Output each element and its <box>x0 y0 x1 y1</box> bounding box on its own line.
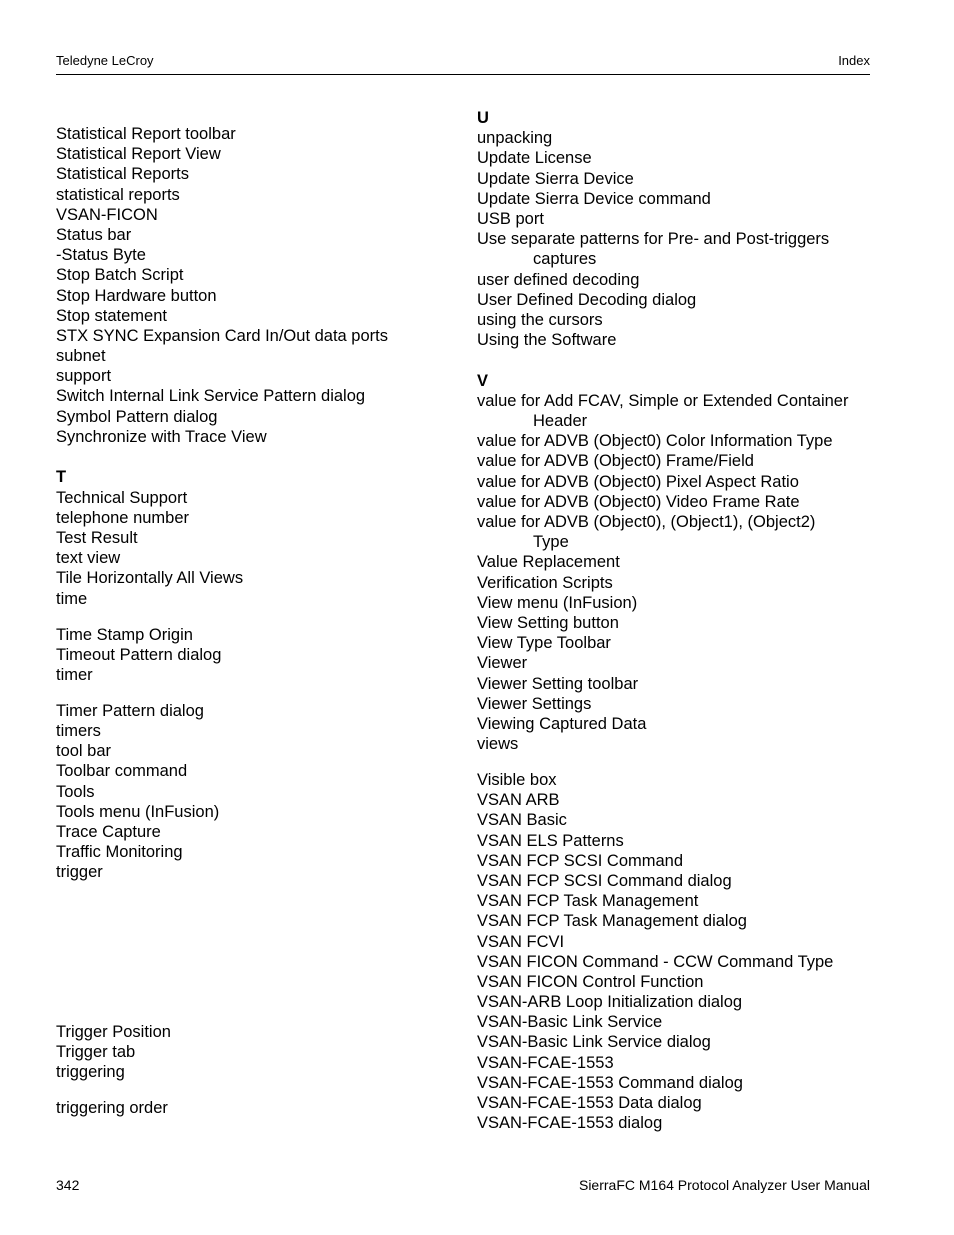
spacer <box>56 447 466 467</box>
index-entry: text view <box>56 549 121 568</box>
spacer <box>56 883 466 1022</box>
t-group-2 <box>56 625 466 686</box>
index-entry: VSAN FCP SCSI Command dialog <box>477 871 732 890</box>
header-section: Index <box>838 53 870 68</box>
index-entry <box>477 330 887 350</box>
index-entry: Traffic Monitoring <box>56 843 183 862</box>
index-entry: VSAN ARB <box>477 791 560 810</box>
index-entry: Stop Hardware button <box>56 286 217 305</box>
index-entry: tool bar <box>56 742 112 761</box>
index-entry: Toolbar command <box>56 762 188 781</box>
index-letter-v: V <box>477 371 489 390</box>
index-entry: VSAN FICON Control Function <box>477 972 704 991</box>
index-entry: Trigger tab <box>56 1042 136 1061</box>
index-entry: VSAN Basic <box>477 811 567 830</box>
index-entry: Trace Capture <box>56 822 161 841</box>
index-entry-text: Update License <box>477 149 592 168</box>
index-entry: Test Result <box>56 528 138 547</box>
index-entry <box>477 573 887 593</box>
index-entry: timer <box>56 665 93 684</box>
index-entry-text: Using the Software <box>477 331 617 350</box>
s-entries <box>56 124 466 447</box>
spacer <box>56 1082 466 1098</box>
index-entry: Tile Horizontally All Views <box>56 569 244 588</box>
spacer <box>56 685 466 701</box>
index-entry <box>477 128 887 148</box>
spacer <box>477 350 887 370</box>
index-entry: statistical reports <box>56 185 180 204</box>
index-entry-text: User Defined Decoding dialog <box>477 290 697 309</box>
index-entry <box>477 209 887 229</box>
index-entry <box>477 714 887 734</box>
index-entry <box>477 694 887 714</box>
t-group-5 <box>56 1098 466 1118</box>
index-entry-text: Viewer Setting toolbar <box>477 674 639 693</box>
index-entry: triggering order <box>56 1098 168 1117</box>
index-entry: Timer Pattern dialog <box>56 701 204 720</box>
index-entry-text: USB port <box>477 209 544 228</box>
index-entry-text: Viewer <box>477 654 528 673</box>
index-entry: VSAN-FICON <box>56 205 158 224</box>
index-entry <box>477 189 887 209</box>
index-entry: Tools menu (InFusion) <box>56 802 220 821</box>
index-entry: triggering <box>56 1062 125 1081</box>
index-entry-continuation: captures <box>533 250 597 269</box>
index-entry <box>477 633 887 653</box>
index-entry: VSAN-FCAE-1553 Data dialog <box>477 1094 702 1113</box>
index-entry: support <box>56 367 112 386</box>
index-entry <box>477 431 887 451</box>
index-entry-text: views <box>477 735 519 754</box>
index-column-left <box>56 124 466 1118</box>
t-group-4 <box>56 1022 466 1083</box>
index-entry-text: value for ADVB (Object0), (Object1), (Object2) <box>477 512 816 531</box>
index-entry-continuation: Type <box>533 533 569 552</box>
index-entry: Stop Batch Script <box>56 266 184 285</box>
index-entry: Statistical Report toolbar <box>56 125 236 143</box>
index-entry <box>477 270 887 290</box>
index-entry <box>477 492 887 512</box>
index-entry <box>477 593 887 613</box>
index-entry-text: Verification Scripts <box>477 573 613 592</box>
index-entry: VSAN FICON Command - CCW Command Type <box>477 952 834 971</box>
index-entry: trigger <box>56 863 103 882</box>
index-entry-text: value for ADVB (Object0) Pixel Aspect Ratio <box>477 472 799 491</box>
index-entry: timers <box>56 722 101 741</box>
index-entry: telephone number <box>56 508 190 527</box>
index-entry-text: value for ADVB (Object0) Color Information Type <box>477 432 833 451</box>
index-entry: STX SYNC Expansion Card In/Out data ports <box>56 326 388 345</box>
index-entry-text: value for Add FCAV, Simple or Extended Container <box>477 391 849 410</box>
index-entry: Statistical Reports <box>56 165 189 184</box>
index-entry <box>477 613 887 633</box>
t-group-1 <box>56 488 466 609</box>
index-entry <box>477 734 887 754</box>
index-entry: Timeout Pattern dialog <box>56 645 222 664</box>
index-entry: VSAN-Basic Link Service dialog <box>477 1033 711 1052</box>
manual-title: SierraFC M164 Protocol Analyzer User Manual <box>578 1177 870 1193</box>
index-entry <box>477 653 887 673</box>
spacer <box>56 609 466 625</box>
index-entry: Technical Support <box>56 488 188 507</box>
index-entry <box>477 290 887 310</box>
index-entry <box>477 148 887 168</box>
u-entries <box>477 128 887 350</box>
index-entry: VSAN-ARB Loop Initialization dialog <box>477 993 743 1012</box>
index-entry-text: View menu (InFusion) <box>477 593 638 612</box>
index-entry: VSAN FCP SCSI Command <box>477 851 684 870</box>
index-entry: VSAN-FCAE-1553 dialog <box>477 1114 663 1133</box>
index-entry <box>477 552 887 572</box>
index-entry: Synchronize with Trace View <box>56 427 267 446</box>
index-entry: VSAN FCP Task Management <box>477 892 699 911</box>
index-entry-text: Viewer Settings <box>477 694 592 713</box>
index-entry <box>477 391 887 431</box>
index-entry-text: unpacking <box>477 129 553 148</box>
index-entry: Time Stamp Origin <box>56 625 193 644</box>
index-entry-text: View Setting button <box>477 613 619 632</box>
index-entry <box>477 229 887 269</box>
index-entry: subnet <box>56 347 106 366</box>
index-entry-text: value for ADVB (Object0) Video Frame Rate <box>477 492 800 511</box>
index-entry: VSAN FCP Task Management dialog <box>477 912 747 931</box>
spacer <box>477 754 887 770</box>
index-entry-text: user defined decoding <box>477 270 640 289</box>
index-entry: Switch Internal Link Service Pattern dialog <box>56 387 366 406</box>
t-group-3 <box>56 701 466 883</box>
index-letter-t: T <box>56 468 67 487</box>
index-column-right <box>477 108 887 1133</box>
index-entry-text: Update Sierra Device command <box>477 189 711 208</box>
index-entry: VSAN-Basic Link Service <box>477 1013 663 1032</box>
index-entry <box>477 512 887 552</box>
v-group-2 <box>477 770 887 1133</box>
index-entry <box>477 169 887 189</box>
index-entry: VSAN-FCAE-1553 <box>477 1053 614 1072</box>
index-entry: Visible box <box>477 771 557 790</box>
index-entry-text: using the cursors <box>477 310 603 329</box>
index-entry: Statistical Report View <box>56 145 221 164</box>
index-entry: time <box>56 589 88 608</box>
index-entry: VSAN ELS Patterns <box>477 831 624 850</box>
index-entry <box>477 451 887 471</box>
index-entry: -Status Byte <box>56 246 146 265</box>
index-entry: VSAN FCVI <box>477 932 565 951</box>
index-entry <box>477 472 887 492</box>
index-entry-text: View Type Toolbar <box>477 634 611 653</box>
header-publisher: Teledyne LeCroy <box>56 53 154 68</box>
index-entry-text: Use separate patterns for Pre- and Post-triggers <box>477 230 830 249</box>
index-entry: Tools <box>56 782 95 801</box>
index-entry-text: Update Sierra Device <box>477 169 634 188</box>
index-entry <box>477 674 887 694</box>
index-entry: Status bar <box>56 225 132 244</box>
index-entry-continuation: Header <box>533 412 588 431</box>
index-entry <box>477 310 887 330</box>
index-letter-u: U <box>477 109 489 127</box>
index-entry: VSAN-FCAE-1553 Command dialog <box>477 1073 743 1092</box>
index-entry-text: value for ADVB (Object0) Frame/Field <box>477 452 754 471</box>
v-group-1 <box>477 391 887 754</box>
index-entry: Symbol Pattern dialog <box>56 407 218 426</box>
page-number: 342 <box>56 1177 80 1193</box>
index-entry-text: Value Replacement <box>477 553 620 572</box>
header-rule <box>56 74 870 75</box>
index-entry: Trigger Position <box>56 1022 171 1041</box>
index-entry: Stop statement <box>56 306 167 325</box>
index-entry-text: Viewing Captured Data <box>477 714 647 733</box>
